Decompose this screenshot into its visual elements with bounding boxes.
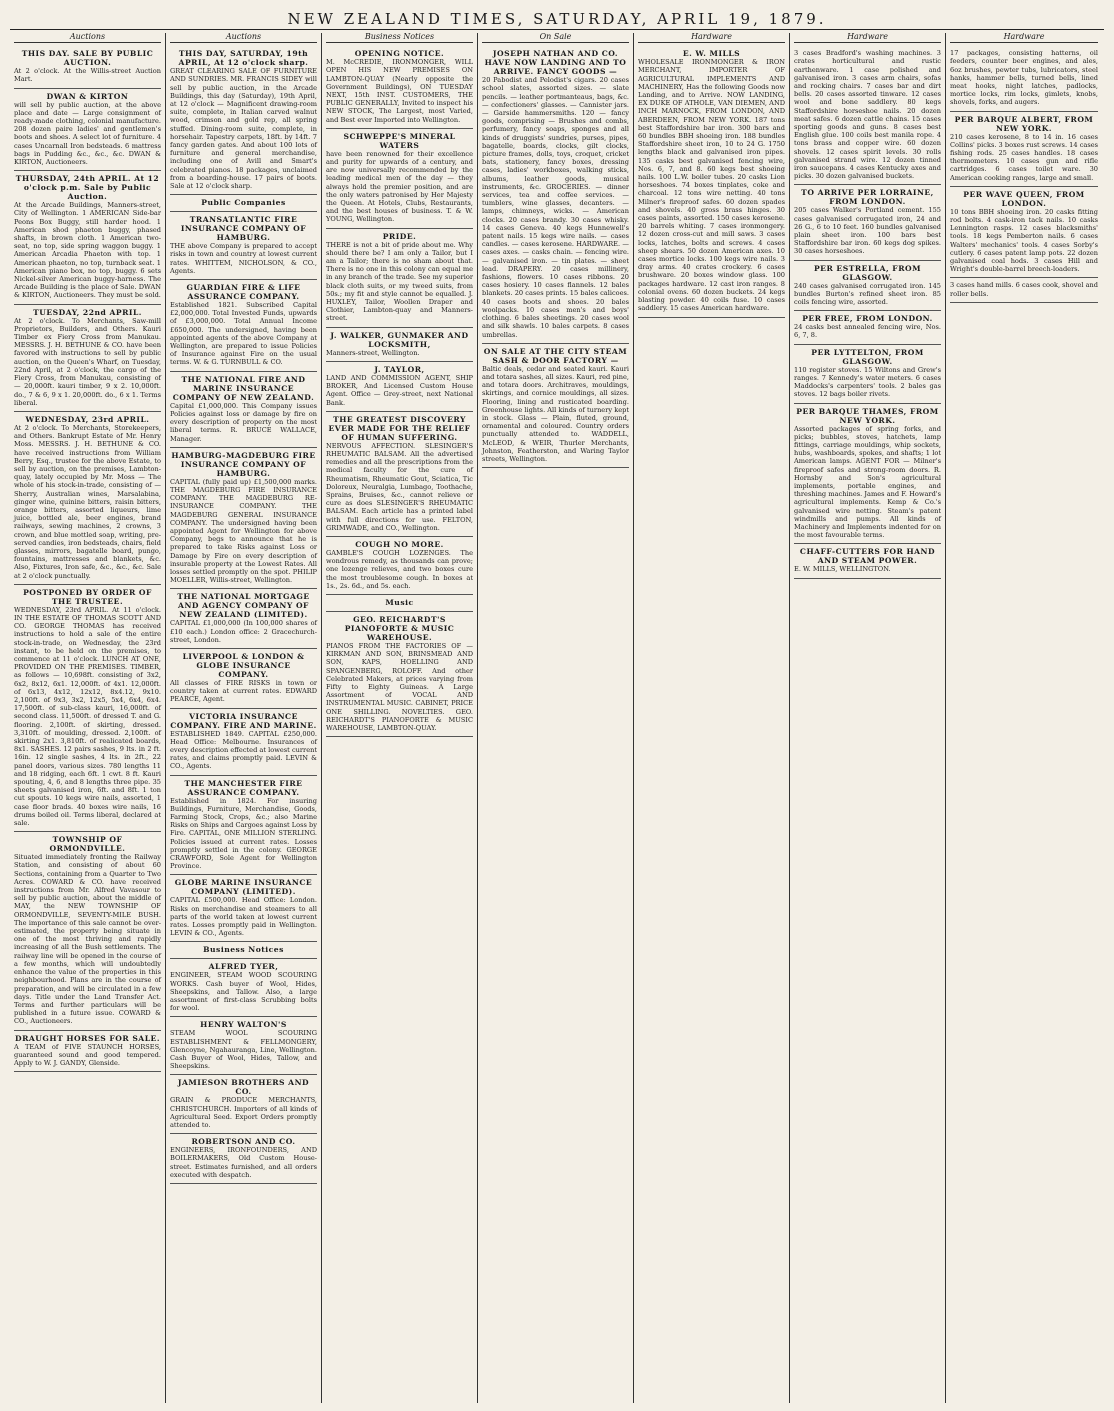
advertisement	[326, 328, 473, 362]
advertisement	[170, 372, 317, 448]
advertisement	[482, 344, 629, 468]
advertisement-title: JOSEPH NATHAN AND CO. HAVE NOW LANDING AND TO ARRIVE. FANCY GOODS —	[484, 49, 627, 77]
advertisement-body: GRAIN & PRODUCE MERCHANTS, CHRISTCHURCH. Importers of all kinds of Agricultural Seed. Export Orders promptly attended to.	[170, 1096, 317, 1130]
advertisement-title: PER FREE, FROM LONDON.	[802, 314, 933, 324]
column-1	[10, 33, 166, 1403]
advertisement-body: 3 cases Bradford's washing machines. 3 crates horticultural and rustic earthenware. 1 case polished and galvanised iron. 3 cases arm chairs, sofas and rocking chairs. 7 cases bar and dirt bells. 20 cases assorted tinware. 12 cases wool and bone saddlery. 80 kegs Staffordshire horseshoe nails. 20 dozen meat safes. 6 dozen cattle chains. 15 cases sporting goods and guns. 8 cases best English glue. 100 coils best manila rope. 4 tons brass and copper wire. 60 dozen shovels. 12 cases spirit levels. 30 rolls galvanised strand wire. 12 dozen tinned iron saucepans. 4 cases Kentucky axes and picks. 30 dozen galvanised buckets.	[794, 49, 941, 181]
advertisement	[170, 1075, 317, 1134]
advertisement-title: TO ARRIVE PER LORRAINE, FROM LONDON.	[801, 188, 934, 207]
advertisement-title: THIS DAY. SALE BY PUBLIC AUCTION.	[21, 49, 154, 68]
columns	[10, 33, 1104, 1403]
advertisement-body: Established in 1824. For insuring Buildings, Furniture, Merchandise, Goods, Farming Stock, Crops, &c.; also Marine Risks on Ships and Cargoes against Loss by Fire. CAPITAL, ONE MILLION STERLING. Policies issued at current rates. Losses promptly settled in the colony. GEORGE CRAWFORD, Sole Agent for Wellington Province.	[170, 796, 317, 871]
advertisement	[170, 212, 317, 280]
masthead	[10, 8, 1104, 30]
advertisement-body: 240 cases galvanised corrugated iron. 145 bundles Burton's refined sheet iron. 85 coils fencing wire, assorted.	[794, 281, 941, 307]
column-heading: Auctions	[170, 33, 317, 43]
advertisement-title: LIVERPOOL & LONDON & GLOBE INSURANCE COMPANY.	[182, 651, 305, 679]
advertisement-body: 210 cases kerosene, 8 to 14 in. 16 cases Collins' picks. 3 boxes rust screws. 14 cases fishing rods. 25 cases handles. 18 cases thermometers. 10 cases gun and rifle cartridges. 6 cases toilet ware. 30 American cooking ranges, large and small.	[950, 132, 1098, 182]
advertisement-body: 110 register stoves. 15 Wiltons and Grew's ranges. 7 Kennedy's water meters. 6 cases Maddocks's carpenters' tools. 2 bales gas stoves. 12 bags boiler rivets.	[794, 365, 941, 399]
advertisement-body: CAPITAL (fully paid up) £1,500,000 marks. THE MAGDEBURG FIRE INSURANCE COMPANY. THE MAGDEBURG RE-INSURANCE COMPANY. THE MAGDEBURG GENERAL INSURANCE COMPANY. The undersigned having been appointed Agent for Wellington for above Company, begs to announce that he is prepared to take Risks against Loss or Damage by Fire on every description of insurable property at the Lowest Rates. All losses settled promptly on the spot. PHILIP MOELLER, Willis-street, Wellington.	[170, 477, 317, 585]
advertisement	[170, 959, 317, 1017]
advertisement-title: THURSDAY, 24th APRIL. At 12 o'clock p.m. Sale by Public Auction.	[15, 174, 160, 202]
masthead-title: NEW ZEALAND TIMES, SATURDAY, APRIL 19, 1879.	[287, 10, 827, 28]
advertisement-title: ROBERTSON AND CO.	[191, 1137, 296, 1147]
advertisement-body: Assorted packages of spring forks, and picks; bubbles, stoves, hatchets, lamp fittings, carriage mouldings, whip sockets, hubs, washboards, spokes, and shafts; 1 lot American lamps. AGENT FOR — Milner's fireproof safes and strong-room doors. R. Hornsby and Son's agricultural implements, portable engines, and threshing machines. James and F. Howard's agricultural implements. Kemp & Co.'s galvanised wire netting. Steam's patent windmills and pumps. All kinds of Machinery and Implements indented for on the most favourable terms.	[794, 424, 941, 540]
advertisement-body: WHOLESALE IRONMONGER & IRON MERCHANT, IMPORTER OF AGRICULTURAL IMPLEMENTS AND MACHINERY, Has the following Goods now Landing, and to Arrive. NOW LANDING, EX DUKE OF ATHOLE, VAN DIEMEN, AND INCH MARNOCK, FROM LONDON, AND ABERDEEN, FROM NEW YORK. 187 tons best Staffordshire bar iron. 300 bars and 60 bundles BBH shoeing iron. 188 bundles Staffordshire sheet iron, 10 to 24 G. 1750 lengths black and galvanised iron pipes. 135 casks best galvanised fencing wire, Nos. 6, 7, and 8. 60 kegs best shoeing nails. 100 L.W. boiler tubes. 20 casks Lion horseshoes. 74 boxes tinplates, coke and charcoal. 12 tons wire netting. 40 tons Milner's fireproof safes. 60 dozen spades and shovels. 40 gross brass hinges. 30 cases paints, assorted. 150 cases kerosene. 20 barrels whiting. 7 cases ironmongery. 12 dozen cross-cut and mill saws. 3 cases locks, latches, bolts and screws. 4 cases sheep shears. 50 dozen American axes. 10 cases mortice locks. 100 kegs wire nails. 3 dray arms. 40 crates crockery. 6 cases brushware. 20 boxes window glass. 100 packages hardware. 12 cast iron ranges. 8 colonial ovens. 60 dozen buckets. 24 kegs blasting powder. 40 coils fuse. 10 cases saddlery. 15 cases American hardware.	[638, 58, 785, 313]
advertisement-title: HENRY WALTON'S	[200, 1020, 287, 1030]
advertisement-body: ENGINEERS, IRONFOUNDERS, AND BOILERMAKERS, Old Custom House-street. Estimates furnished, and all orders executed with despatch.	[170, 1146, 317, 1179]
advertisement-body: Baltic deals, cedar and seated kauri. Kauri and totara sashes, all sizes. Kauri, red pine, and totara doors. Architraves, mouldings, skirtings, and cornice mouldings, all sizes. Flooring, lining and rusticated boarding. Greenhouse lights. All kinds of turnery kept in stock. Glass — Plain, fluted, ground, ornamental and coloured. Country orders punctually attended to. WADDELL, McLEOD, & WEIR, Thurler Merchants, Johnston, Featherston, and Waring Taylor streets, Wellington.	[482, 364, 629, 463]
advertisement-body: LAND AND COMMISSION AGENT, SHIP BROKER, And Licensed Custom House Agent. Office — Grey-street, next National Bank.	[326, 373, 473, 407]
advertisement-title: PER LYTTELTON, FROM GLASGOW.	[811, 347, 924, 366]
advertisement	[170, 448, 317, 590]
advertisement-title: Business Notices	[203, 945, 284, 955]
advertisement-body: NERVOUS AFFECTION. SLESINGER'S RHEUMATIC BALSAM. All the advertised remedies and all the prescriptions from the medical faculty for the cure of Rheumatism, Rheumatic Gout, Sciatica, Tic Doloreux, Neuralgia, Lumbago, Toothache, Sprains, Bruises, &c., cannot relieve or cure as does SLESINGER'S RHEUMATIC BALSAM. Each article has a printed label with full directions for use. FELTON, GRIMWADE, and CO., Wellington.	[326, 441, 473, 532]
advertisement-title: THE NATIONAL MORTGAGE AND AGENCY COMPANY OF NEW ZEALAND (LIMITED).	[177, 592, 310, 620]
advertisement-title: PER BARQUE ALBERT, FROM NEW YORK.	[954, 114, 1094, 133]
advertisement	[170, 649, 317, 709]
advertisement-body: 17 packages, consisting hatterns, oil feeders, counter beer engines, and ales, 6oz brushes, pewter tubs, lubricators, steel hanks, hammer bells, turned bells, lined meat hooks, night latches, padlocks, mortice locks, rim locks, gimlets, knobs, shovels, forks, and augers.	[950, 49, 1098, 107]
column-heading: Hardware	[950, 33, 1098, 43]
advertisement	[170, 776, 317, 876]
advertisement-title: CHAFF-CUTTERS FOR HAND AND STEAM POWER.	[799, 547, 936, 566]
advertisement-title: DRAUGHT HORSES FOR SALE.	[15, 1033, 160, 1043]
column-6	[790, 33, 946, 1403]
advertisement-title: GLOBE MARINE INSURANCE COMPANY (LIMITED).	[174, 878, 313, 897]
advertisement-body: E. W. MILLS, WELLINGTON.	[794, 565, 891, 574]
advertisement-title: PER WAVE QUEEN, FROM LONDON.	[963, 189, 1085, 208]
advertisement-body: ESTABLISHED 1849. CAPITAL £250,000. Head Office: Melbourne. Insurances of every description effected at lowest current rates, and claims promptly paid. LEVIN & CO., Agents.	[170, 729, 317, 771]
advertisement-title: PER ESTRELLA, FROM GLASGOW.	[813, 263, 922, 282]
advertisement-title: VICTORIA INSURANCE COMPANY. FIRE AND MARINE.	[170, 711, 317, 730]
advertisement	[326, 612, 473, 737]
advertisement-body: At 2 o'clock. To Merchants, Storekeepers, and Others. Bankrupt Estate of Mr. Henry Moss. MESSRS. J. H. BETHUNE & CO. have received instructions from William Berry, Esq., trustee for the above Estate, to sell by auction, on the premises, Lambton-quay, lately occupied by Mr. Moss — The whole of his stock-in-trade, consisting of — Sherry, Australian wines, Marsalabina, ginger wine, quinine bitters, raisin bitters, orange bitters, assorted liqueurs, lime juice, bottled ale, beer engines, brand railways, sewing machines, 2 crowns, 3 crown, and blue mottled soap, writing, pre-served candies, iron bedsteads, chairs, field glasses, mirrors, bagatelle board, pungo, fountains, mattresses and blankets, &c. Also, Fixtures, Iron safe, &c., &c., &c. Sale at 2 o'clock punctually.	[14, 423, 161, 580]
advertisement-body: 10 tons BBH shoeing iron. 20 casks fitting rod bolts. 4 cask-iron tack nails. 10 casks Lennington rasps. 12 cases blacksmiths' tools. 18 kegs Pemberton nails. 6 cases Walters' mechanics' tools. 4 cases Sorby's cutlery. 6 cases patent lamp pots. 22 dozen galvanised coal hods. 3 cases Hill and Wright's double-barrel breech-loaders.	[950, 207, 1098, 274]
advertisement	[950, 46, 1098, 111]
advertisement	[170, 46, 317, 195]
advertisement	[794, 404, 941, 545]
advertisement-body: 20 Pabodist and Pelodist's cigars. 20 cases school slates, assorted sizes. — slate pencils. — leather portmanteaus, bags, &c. — confectioners' glasses. — Cannister jars. — Garside hammersmiths. 120 — fancy goods, comprising — Brushes and combs, perfumery, fancy soaps, sponges and all kinds of druggists' sundries, purses, pipes, bagatelle, boards, clocks, gilt clocks, picture frames, dolls, toys, croquet, cricket bats, stationery, fancy boxes, dressing cases, ladies' workboxes, walking sticks, albums, leather goods, musical instruments, &c. GROCERIES. — dinner services, tea and coffee services. — tumblers, wine glasses, decanters. — lamps, chimneys, wicks. — American clocks. 20 cases brandy. 30 cases whisky. 14 cases Geneva. 40 kegs Hunnewell's patent nails. 15 kegs wire nails. — cases candles. — cases kerosene. HARDWARE. — cases axes. — casks chain. — fencing wire. — galvanised iron. — tin plates. — sheet lead. DRAPERY. 20 cases millinery, fashions, flowers. 10 cases ribbons. 20 cases hosiery. 10 cases flannels. 12 bales blankets. 20 cases prints. 15 bales calicoes. 40 cases boots and shoes. 20 bales woolpacks. 10 cases men's and boys' clothing. 6 bales sheetings. 20 cases wool and silk shawls. 10 bales carpets. 8 cases umbrellas.	[482, 76, 629, 339]
advertisement	[170, 280, 317, 372]
advertisement-body: At 2 o'clock. To Merchants, Saw-mill Proprietors, Builders, and Others. Kauri Timber ex Fiery Cross from Manukau. MESSRS. J. H. BETHUNE & CO. have been favored with instructions to sell by public auction, on the Queen's Wharf, on Tuesday, 22nd April, at 2 o'clock, the cargo of the Fiery Cross, from Manukau, consisting of — 20,000ft. kauri timber, 9 x 2. 10,000ft. do., 7 & 6, 9 x 1. 20,000ft. do., 6 x 1. Terms liberal.	[14, 316, 161, 407]
advertisement-title: J. WALKER, GUNMAKER AND LOCKSMITH,	[330, 330, 469, 349]
column-heading: Hardware	[638, 33, 785, 43]
advertisement-title: TUESDAY, 22nd APRIL.	[33, 307, 142, 317]
advertisement-title: E. W. MILLS	[682, 49, 741, 59]
column-7	[946, 33, 1102, 1403]
advertisement	[794, 46, 941, 185]
advertisement	[326, 129, 473, 229]
advertisement-body: Manners-street, Wellington.	[326, 348, 420, 357]
column-heading: Auctions	[14, 33, 161, 43]
advertisement-body: At 2 o'clock. At the Willis-street Auction Mart.	[14, 67, 161, 84]
advertisement	[794, 185, 941, 260]
column-heading: On Sale	[482, 33, 629, 43]
advertisement	[326, 595, 473, 612]
advertisement	[14, 171, 161, 304]
advertisement-title: THE MANCHESTER FIRE ASSURANCE COMPANY.	[184, 778, 303, 797]
advertisement-title: J. TAYLOR,	[374, 364, 425, 374]
column-4	[478, 33, 634, 1403]
advertisement	[482, 46, 629, 344]
advertisement-title: PER BARQUE THAMES, FROM NEW YORK.	[796, 406, 939, 425]
advertisement	[794, 544, 941, 578]
advertisement-body: Situated immediately fronting the Railway Station, and consisting of about 60 Sections, containing from a Quarter to Two Acres. COWARD & CO. have received instructions from Mr. Alfred Vavasour to sell by public auction, about the middle of MAY, the NEW TOWNSHIP OF ORMONDVILLE, SEVENTY-MILE BUSH. The importance of this sale cannot be over-estimated, the property being situate in one of the most thriving and rapidly increasing of all the Bush settlements. The railway line will be opened in the course of a few months, which will undoubtedly enhance the value of the properties in this neighbourhood. Plans are in the course of preparation, and will be circulated in a few days. Title under the Land Transfer Act. Terms and further particulars will be published in a future issue. COWARD & CO., Auctioneers.	[14, 853, 161, 1026]
advertisement	[326, 46, 473, 129]
advertisement-title: TOWNSHIP OF ORMONDVILLE.	[49, 835, 126, 854]
advertisement	[638, 46, 785, 317]
advertisement-title: THE NATIONAL FIRE AND MARINE INSURANCE COMPANY OF NEW ZEALAND.	[172, 374, 315, 402]
advertisement-body: GREAT CLEARING SALE OF FURNITURE AND SUNDRIES. MR. FRANCIS SIDEY will sell by public auction, in the Arcade Buildings, this day (Saturday), 19th April, at 12 o'clock — Magnificent drawing-room suite, complete, in Italian carved walnut wood, crimson and gold rep, all spring stuffed. Dining-room suite, complete, in horsehair. Tapestry carpets, 18ft. by 14ft. 7 fancy garden gates. And about 100 lots of furniture and general merchandise, including one of Avill and Smart's celebrated pianos. 18 packages, unclaimed from a boarding-house. 17 pairs of boots. Sale at 12 o'clock sharp.	[170, 67, 317, 191]
advertisement-body: 205 cases Walker's Portland cement. 155 cases galvanised corrugated iron, 24 and 26 G., 6 to 10 feet. 160 bundles galvanised plain sheet iron. 100 bars best Staffordshire bar iron. 60 kegs dog spikes. 30 cases horseshoes.	[794, 206, 941, 256]
advertisement-body: CAPITAL £1,000,000 (In 100,000 shares of £10 each.) London office: 2 Gracechurch-street, London.	[170, 619, 317, 644]
advertisement	[14, 89, 161, 172]
advertisement-body: STEAM WOOL SCOURING ESTABLISHMENT & FELLMONGERY, Glencoyne, Ngahauranga, Line, Wellington. Cash Buyer of Wool, Hides, Tallow, and Sheepskins.	[170, 1029, 317, 1071]
advertisement-title: COUGH NO MORE.	[355, 539, 444, 549]
advertisement	[170, 709, 317, 776]
advertisement	[14, 46, 161, 88]
advertisement-title: GEO. REICHARDT'S PIANOFORTE & MUSIC WAREHOUSE.	[344, 614, 455, 642]
advertisement	[14, 305, 161, 412]
advertisement	[794, 311, 941, 344]
column-5	[634, 33, 790, 1403]
advertisement-body: At the Arcade Buildings, Manners-street, City of Wellington. 1 AMERICAN Side-bar Peons Box Buggy, still harder hood. 1 American shod phaeton buggy, phased shafts, in brown cloth. 1 American two-seat, no top, side spring waggon buggy. 1 American Arcadia Phaeton with top. 1 American phaeton, no top, turnback seat. 1 American piano box, no top, buggy. 6 sets Nickel-silver American buggy-harness. The Arcade Building is the place of Sale. DWAN & KIRTON, Auctioneers. They must be sold.	[14, 201, 161, 300]
advertisement	[170, 589, 317, 649]
advertisement-body: THE above Company is prepared to accept risks in town and country at lowest current rates. WHITTEM, NICHOLSON, & CO., Agents.	[170, 242, 317, 275]
advertisement-title: HAMBURG-MAGDEBURG FIRE INSURANCE COMPANY OF HAMBURG.	[171, 450, 316, 478]
advertisement-body: 24 casks best annealed fencing wire, Nos. 6, 7, 8.	[794, 323, 941, 340]
column-2	[166, 33, 322, 1403]
advertisement	[14, 585, 161, 832]
advertisement-body: CAPITAL £500,000. Head Office: London. Risks on merchandise and steamers to all parts of the world taken at lowest current rates. Losses promptly paid in Wellington. LEVIN & CO., Agents.	[170, 896, 317, 938]
advertisement-body: have been renowned for their excellence and purity for upwards of a century, and are now universally recommended by the leading medical men of the day — they always hold the premier position, and are the only waters patronised by Her Majesty the Queen. At Hotels, Clubs, Restaurants, and the best houses of business. T. & W. YOUNG, Wellington.	[326, 149, 473, 224]
advertisement-title: Public Companies	[201, 198, 286, 208]
advertisement	[326, 362, 473, 412]
advertisement-body: PIANOS FROM THE FACTORIES OF — KIRKMAN AND SON, BRINSMEAD AND SON, KAPS, HOELLING AND SPANGENBERG, ROLOFF. And other Celebrated Makers, at prices varying from Fifty to Eighty Guineas. A Large Assortment of VOCAL AND INSTRUMENTAL MUSIC. CABINET, PRICE ONE SHILLING. NOVELTIES. GEO. REICHARDT'S PIANOFORTE & MUSIC WAREHOUSE, LAMBTON-QUAY.	[326, 641, 473, 732]
advertisement-body: ENGINEER, STEAM WOOD SCOURING WORKS. Cash buyer of Wool, Hides, Sheepskins, and Tallow. Also, a large assortment of first-class Scrubbing bolts for wool.	[170, 971, 317, 1013]
advertisement-title: OPENING NOTICE.	[354, 49, 445, 59]
advertisement	[326, 412, 473, 537]
advertisement-title: SCHWEPPE'S MINERAL WATERS	[343, 131, 456, 150]
advertisement	[170, 875, 317, 942]
advertisement	[170, 942, 317, 959]
advertisement-title: THIS DAY, SATURDAY, 19th APRIL, At 12 o'clock sharp.	[178, 49, 309, 68]
advertisement	[950, 278, 1098, 302]
advertisement	[170, 1017, 317, 1075]
advertisement	[14, 1031, 161, 1073]
advertisement	[326, 537, 473, 595]
advertisement-body: WEDNESDAY, 23rd APRIL. At 11 o'clock. IN THE ESTATE OF THOMAS SCOTT AND CO. GEORGE THOMAS has received instructions to hold a sale of the entire stock-in-trade, on Wednesday, the 23rd instant, to be held on the premises, to commence at 11 o'clock. LUNCH AT ONE, PROVIDED ON THE PREMISES. TIMBER, as follows — 10,698ft. consisting of 3x2, 6x2, 8x12, 6x1. 12,000ft. of 4x1. 12,000ft. of 6x13, 4x12, 12x12, 8x4.12, 9x10. 2,100ft. of 9x3, 3x2, 12x5, 5x4, 6x4, 6x4. 17,500ft. of sub-class kauri, 16,000ft. of second class. 11,500ft. of dressed T. and G. flooring. 2,100ft. of skirting, dressed. 3,310ft. of moulding, dressed. 2,100ft. of skirting 2x1. 3,810ft. of realicated boards, 8x1. SASHES. 12 pairs sashes, 9 lts. in 2 ft. 16in. 12 single sashes, 4 lts. in 2ft., 22 panel doors, various sizes. 780 lengths 11 and 18 ridging, each 6ft. 1 cwt. 8 ft. Kauri spouting, 4, 6, and 8 lengths three pipe. 35 sheets galvanised iron, 6ft. and 8ft. 1 ton cut spouts. 10 kegs wire nails, assorted, 1 case floor brads. 40 boxes wire nails, 16 drums boiled oil. Terms liberal, declared at sale.	[14, 605, 161, 828]
advertisement	[14, 832, 161, 1030]
advertisement-body: 3 cases hand mills. 6 cases cook, shovel and roller bells.	[950, 281, 1098, 298]
advertisement-title: POSTPONED BY ORDER OF THE TRUSTEE.	[23, 587, 152, 606]
advertisement	[170, 1134, 317, 1184]
advertisement-title: PRIDE.	[382, 231, 417, 241]
column-heading: Hardware	[794, 33, 941, 43]
advertisement	[794, 261, 941, 312]
advertisement	[326, 229, 473, 328]
column-3	[322, 33, 478, 1403]
advertisement-body: M. McCREDIE, IRONMONGER, WILL OPEN HIS NEW PREMISES ON LAMBTON-QUAY (Nearly opposite the Government Buildings), ON TUESDAY NEXT, 15th INST. CUSTOMERS, THE PUBLIC GENERALLY, Invited to inspect his NEW STOCK, The Largest, most Varied, and Best ever Imported into Wellington.	[326, 58, 473, 124]
advertisement-body: Established 1821. Subscribed Capital £2,000,000. Total Invested Funds, upwards of £3,000,000. Total Annual Income £650,000. The undersigned, having been appointed agents of the above Company at Wellington, are prepared to issue Policies of Insurance against Fire on the usual terms. W. & G. TURNBULL & CO.	[170, 301, 317, 367]
advertisement	[794, 345, 941, 404]
advertisement-title: THE GREATEST DISCOVERY EVER MADE FOR THE RELIEF OF HUMAN SUFFERING.	[328, 414, 471, 442]
advertisement	[14, 412, 161, 585]
advertisement-body: Capital £1,000,000. This Company issues Policies against loss or damage by fire on every description of property on the most liberal terms. R. BRUCE WALLACE, Manager.	[170, 401, 317, 443]
advertisement	[170, 195, 317, 212]
advertisement-title: ALFRED TYER,	[208, 962, 279, 972]
advertisement-body: All classes of FIRE RISKS in town or country taken at current rates. EDWARD PEARCE, Agent.	[170, 678, 317, 704]
advertisement-title: ON SALE AT THE CITY STEAM SASH & DOOR FACTORY —	[483, 346, 628, 365]
advertisement-body: GAMBLE'S COUGH LOZENGES. The wondrous remedy, as thousands can prove; one lozenge relieves, and two boxes cure the most troublesome cough. In boxes at 1s., 2s. 6d., and 5s. each.	[326, 548, 473, 590]
advertisement-body: THERE is not a bit of pride about me. Why should there be? I am only a Tailor, but I am a Tailor; there is no sham about that. There is no one in this colony can equal me in any branch of the trade. See my superior black cloth suits, or my tweed suits, from 50s.; my fit and style cannot be equalled. J. HUXLEY, Tailor, Woollen Draper and Clothier, Lambton-quay and Manners-street.	[326, 240, 473, 323]
advertisement-title: DWAN & KIRTON	[46, 91, 129, 101]
advertisement-body: will sell by public auction, at the above place and date — Large consignment of ready-made clothing, colonial manufacture. 208 dozen paire ladies' and gentlemen's boots and shoes. A select lot of furniture. 4 cases Uncarnall Iron bedsteads. 6 mattress bags in Pudding &c., &c., &c. DWAN & KIRTON, Auctioneers.	[14, 100, 161, 167]
advertisement-title: TRANSATLANTIC FIRE INSURANCE COMPANY OF HAMBURG.	[180, 215, 307, 243]
advertisement-title: Music	[385, 597, 414, 607]
advertisement-title: JAMIESON BROTHERS AND CO.	[177, 1078, 310, 1097]
advertisement-title: GUARDIAN FIRE & LIFE ASSURANCE COMPANY.	[186, 283, 301, 302]
advertisement	[950, 187, 1098, 279]
advertisement-title: WEDNESDAY, 23rd APRIL.	[25, 414, 150, 424]
column-heading: Business Notices	[326, 33, 473, 43]
advertisement	[950, 112, 1098, 187]
advertisement-body: A TEAM of FIVE STAUNCH HORSES, guaranteed sound and good tempered. Apply to W. J. GANDY, Glenside.	[14, 1042, 161, 1067]
